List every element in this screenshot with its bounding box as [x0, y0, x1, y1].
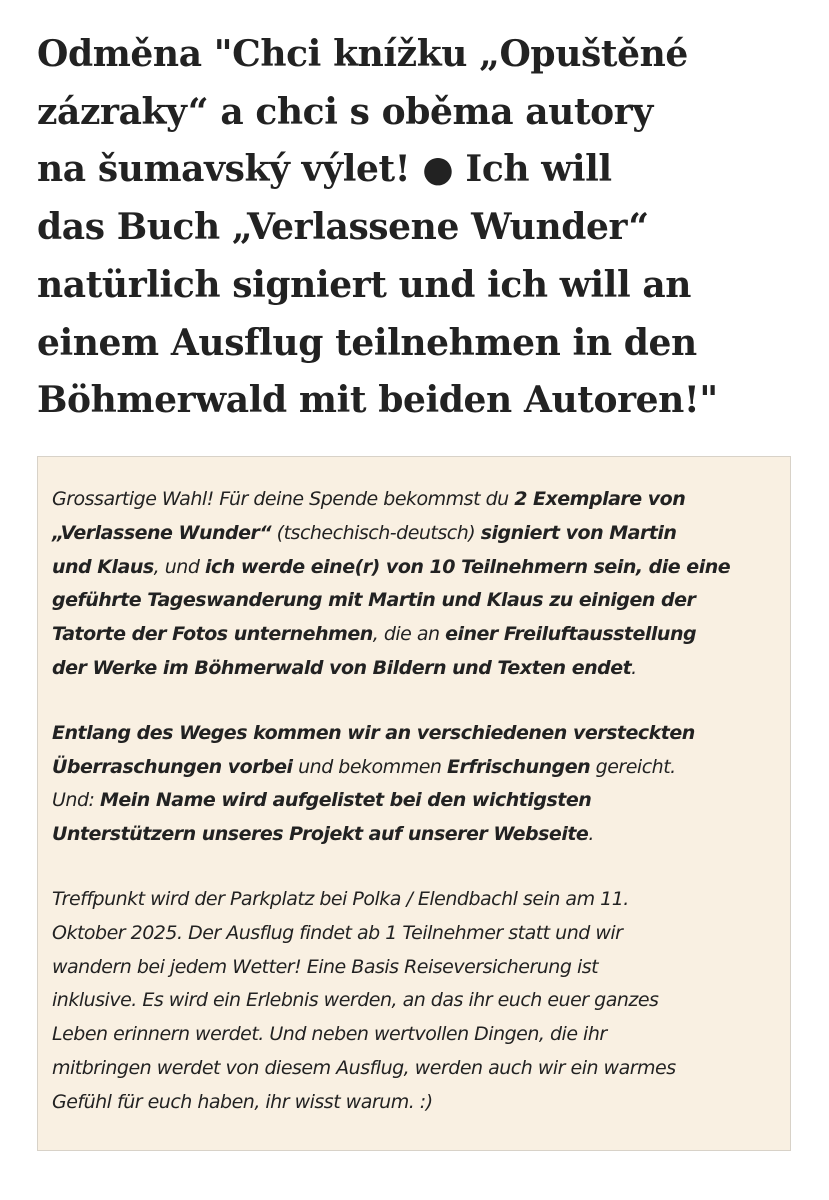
paragraph-line	[52, 717, 776, 751]
paragraph-line	[52, 883, 776, 917]
title-line: einem Ausflug teilnehmen in den	[37, 321, 697, 364]
paragraph-line	[52, 584, 776, 618]
paragraph-line	[52, 818, 776, 852]
bold-text-segment: Entlang des Weges kommen wir an verschiedenen versteckten	[52, 721, 695, 744]
text-segment: (tschechisch-deutsch)	[271, 521, 481, 544]
bold-text-segment: Überraschungen vorbei	[52, 755, 293, 778]
paragraph-line	[52, 951, 776, 985]
reward-paragraph	[52, 883, 776, 1120]
paragraph-line	[52, 652, 776, 686]
bold-text-segment: und Klaus	[52, 555, 154, 578]
paragraph-line	[52, 517, 776, 551]
reward-description-box	[37, 456, 791, 1151]
title-line: Odměna "Chci knížku „Opuštěné	[37, 33, 688, 75]
bold-text-segment: ich werde eine(r) von 10 Teilnehmern sein, die eine	[204, 555, 731, 578]
text-segment: wandern bei jedem Wetter! Eine Basis Reiseversicherung ist	[52, 955, 599, 978]
text-segment: , die an	[372, 623, 446, 646]
title-line: natürlich signiert und ich will an	[37, 263, 692, 306]
paragraph-line	[52, 551, 776, 585]
bold-text-segment: der Werke im Böhmerwald von Bildern und Texten endet	[52, 656, 632, 679]
text-segment: Grossartige Wahl! Für deine Spende bekommst du	[52, 488, 515, 510]
bold-text-segment: einer Freiluftausstellung	[445, 623, 697, 646]
text-segment: Oktober 2025. Der Ausflug findet ab 1 Teilnehmer statt und wir	[52, 921, 623, 944]
bold-text-segment: signiert von Martin	[480, 521, 677, 544]
text-segment: und bekommen	[292, 755, 447, 778]
paragraph-line	[52, 1018, 776, 1052]
paragraph-line	[52, 784, 776, 818]
bold-text-segment: Erfrischungen	[446, 755, 591, 778]
bold-text-segment: Mein Name wird aufgelistet bei den wichtigsten	[99, 789, 592, 812]
bold-text-segment: 2 Exemplare von	[514, 488, 686, 510]
title-line: na šumavský výlet! ● Ich will	[37, 148, 612, 191]
paragraph-line	[52, 984, 776, 1018]
text-segment: , und	[153, 555, 205, 578]
text-segment: Leben erinnern werdet. Und neben wertvollen Dingen, die ihr	[52, 1023, 607, 1046]
paragraph-line	[52, 751, 776, 785]
title-line: zázraky“ a chci s oběma autory	[37, 90, 653, 133]
bold-text-segment: „Verlassene Wunder“	[52, 521, 272, 544]
paragraph-line	[52, 1086, 776, 1120]
reward-title	[37, 26, 797, 430]
title-line: das Buch „Verlassene Wunder“	[37, 206, 649, 249]
bold-text-segment: geführte Tageswanderung mit Martin und Klaus zu einigen der	[52, 589, 696, 612]
text-segment: Treffpunkt wird der Parkplatz bei Polka / Elendbachl sein am 11.	[52, 887, 629, 910]
paragraph-line	[52, 483, 776, 517]
text-segment: gereicht.	[590, 755, 676, 778]
paragraph-line	[52, 618, 776, 652]
text-segment: inklusive. Es wird ein Erlebnis werden, an das ihr euch euer ganzes	[52, 989, 659, 1012]
text-segment: Gefühl für euch haben, ihr wisst warum. :)	[52, 1090, 433, 1113]
reward-paragraph	[52, 483, 776, 686]
text-segment: mitbringen werdet von diesem Ausflug, werden auch wir ein warmes	[52, 1056, 676, 1079]
title-line: Böhmerwald mit beiden Autoren!"	[37, 379, 718, 422]
bold-text-segment: Tatorte der Fotos unternehmen	[52, 623, 373, 646]
text-segment: .	[631, 656, 637, 679]
reward-paragraph	[52, 717, 776, 852]
paragraph-line	[52, 1052, 776, 1086]
text-segment: .	[588, 823, 594, 846]
text-segment: Und:	[52, 789, 100, 812]
paragraph-line	[52, 917, 776, 951]
bold-text-segment: Unterstützern unseres Projekt auf unserer Webseite	[52, 823, 589, 846]
